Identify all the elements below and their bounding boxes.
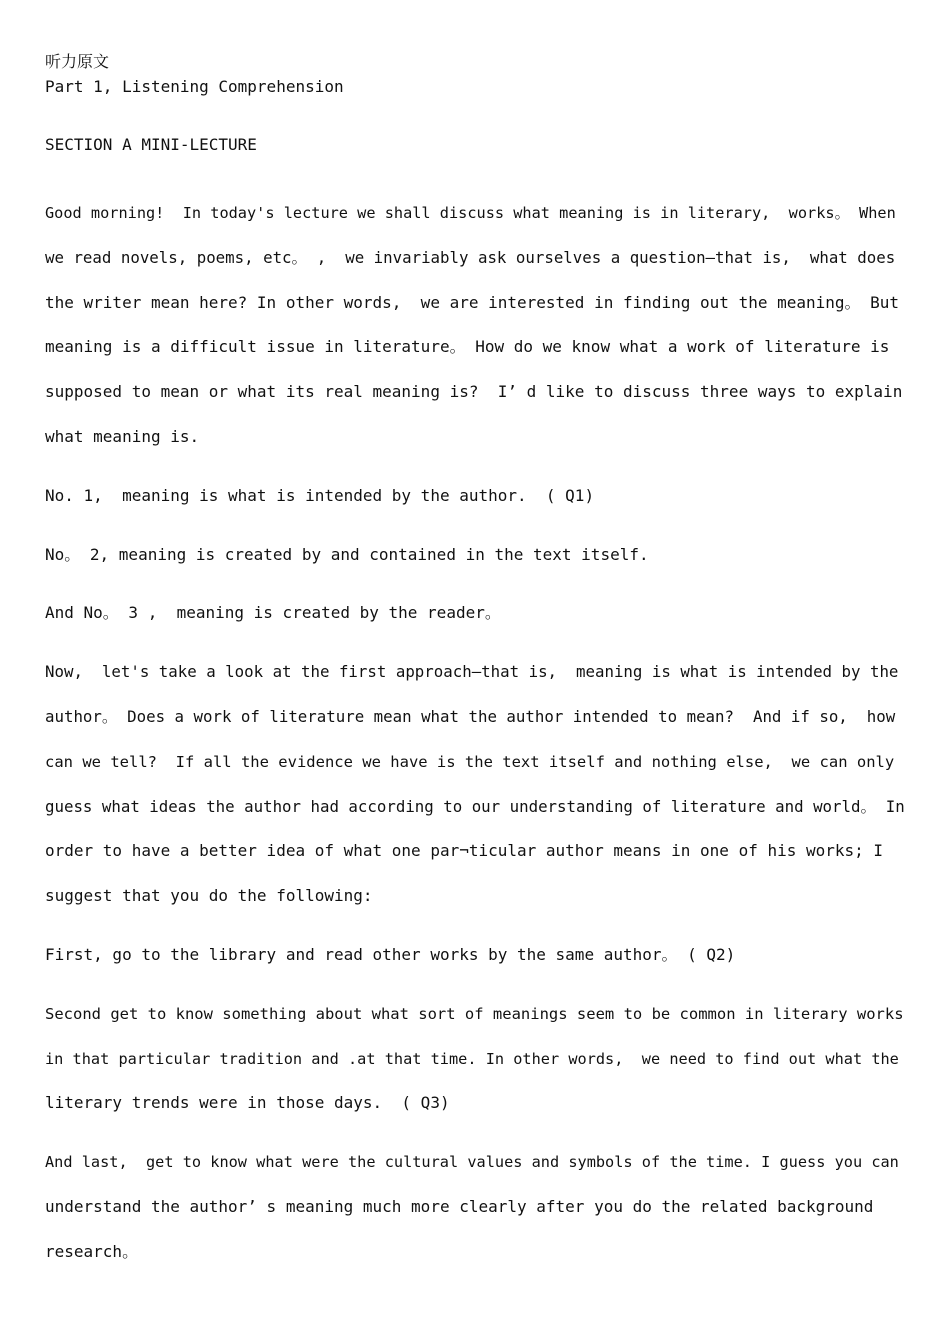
text-line: order to have a better idea of what one par¬ticular author means in one of his works; I <box>45 841 884 861</box>
section-heading: SECTION A MINI-LECTURE <box>45 135 257 154</box>
text-line: the writer mean here? In other words, we are interested in finding out the meaning。 But <box>45 292 900 312</box>
text-line: what meaning is. <box>45 426 200 446</box>
paragraph-point-2 <box>45 533 907 578</box>
document-page <box>45 50 907 1275</box>
text-line: supposed to mean or what its real meaning is? I’ d like to discuss three ways to explain <box>45 382 903 402</box>
text-line: research。 <box>45 1241 139 1261</box>
part-title: Part 1, Listening Comprehension <box>45 77 344 96</box>
text-line: Good morning! In today's lecture we shall discuss what meaning is in literary, works。 When <box>45 204 896 222</box>
text-line: can we tell? If all the evidence we have is the text itself and nothing else, we can only <box>45 752 895 771</box>
text-line: And last, get to know what were the cultural values and symbols of the time. I guess you can <box>45 1153 899 1172</box>
text-line: Now, let's take a look at the first approach—that is, meaning is what is intended by the <box>45 662 899 682</box>
paragraph-step-last <box>45 1140 907 1274</box>
paragraph-step-second <box>45 992 907 1126</box>
text-line: suggest that you do the following: <box>45 886 373 906</box>
text-line: meaning is a difficult issue in literature。 How do we know what a work of literature is <box>45 337 890 357</box>
text-line: guess what ideas the author had according to our understanding of literature and world。 In <box>45 796 905 816</box>
text-line: understand the author’ s meaning much more clearly after you do the related background <box>45 1196 874 1216</box>
text-line: literary trends were in those days. ( Q3) <box>45 1093 450 1113</box>
paragraph-point-1 <box>45 474 907 519</box>
paragraph-first-approach <box>45 650 907 919</box>
text-line: No. 1, meaning is what is intended by the author. ( Q1) <box>45 485 595 505</box>
text-line: First, go to the library and read other works by the same author。 ( Q2) <box>45 944 736 964</box>
paragraph-intro <box>45 191 907 460</box>
paragraph-point-3 <box>45 591 907 636</box>
text-line: author。 Does a work of literature mean what the author intended to mean? And if so, how <box>45 706 896 726</box>
text-line: we read novels, poems, etc。 , we invariably ask ourselves a question—that is, what does <box>45 247 896 267</box>
text-line: No。 2, meaning is created by and contained in the text itself. <box>45 544 649 564</box>
text-line: Second get to know something about what sort of meanings seem to be common in literary works <box>45 1004 904 1023</box>
paragraph-step-first <box>45 933 907 978</box>
text-line: in that particular tradition and .at that time. In other words, we need to find out what the <box>45 1049 899 1068</box>
document-title-cn: 听力原文 <box>45 52 110 71</box>
text-line: And No。 3 , meaning is created by the reader。 <box>45 603 501 623</box>
